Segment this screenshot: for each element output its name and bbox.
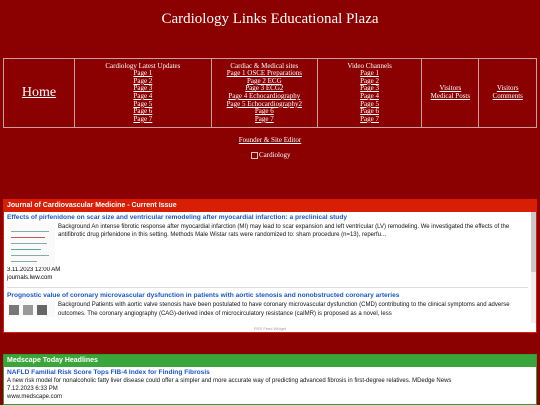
video-page-7-link[interactable]: Page 7 [360,114,380,123]
medscape-feed-heading: Medscape Today Headlines [4,355,536,367]
feed-article [4,367,536,402]
cardiac-page-6-link[interactable]: Page 6 [254,107,274,116]
video-page-6-link[interactable]: Page 6 [360,107,380,116]
visitors-comments-link[interactable] [480,85,535,100]
founder-editor-link[interactable]: Founder & Site Editor [238,136,302,144]
article-title-link[interactable]: Prognostic value of coronary microvascular dysfunction in patients with aortic stenosis and nonobstructed coronary arteries [7,292,400,300]
cardiology-page-4-link[interactable]: Page 4 [133,92,153,100]
cardiac-sites-heading: Cardiac & Medical sites [230,61,299,70]
feed-article [4,214,536,288]
navigation-table [3,58,537,128]
founder-row [0,136,540,144]
home-link[interactable]: Home [21,85,57,100]
video-page-1-link[interactable]: Page 1 [360,69,380,78]
feed-scrollbar[interactable] [531,212,536,323]
article-thumbnail[interactable] [7,301,55,317]
home-cell [4,59,75,128]
visitors-comments-cell [479,59,537,128]
cardiac-page-5-link[interactable]: Page 5 Echocardiography2 [226,99,303,108]
cardiology-page-5-link[interactable]: Page 5 [133,99,153,108]
article-title-link[interactable]: Effects of pirfenidone on scar size and ventricular remodeling after myocardial infarction: a preclinical study [7,214,348,221]
journal-feed-heading: Journal of Cardiovascular Medicine - Current Issue [4,200,536,212]
broken-image-icon [251,152,258,159]
cardiology-page-6-link[interactable]: Page 6 [133,107,153,116]
article-thumbnail[interactable] [7,223,55,267]
cardiology-page-1-link[interactable]: Page 1 [133,69,153,78]
site-title: Cardiology Links Educational Plaza [161,11,379,27]
video-channels-cell [317,59,421,128]
video-page-3-link[interactable]: Page 3 [360,84,380,93]
journal-feed-list[interactable] [4,212,536,323]
video-page-2-link[interactable]: Page 2 [360,76,380,85]
medscape-article-date: 7.12.2023 6:33 PM [7,386,58,392]
cardiology-logo-image [251,151,291,159]
medscape-article-summary: A new risk model for nonalcoholic fatty liver disease could offer a simpler and more accurate way of predicting advanced fibrosis in first-degree relatives. MDedge News [7,378,452,384]
cardiology-page-3-link[interactable]: Page 3 [133,84,153,93]
visitors-comments-line-2: Comments [492,92,523,100]
visitors-comments-line-1: Visitors [496,84,519,93]
article-date: 3.11.2023 12:00 AM [7,267,61,273]
article-summary: Background An intense fibrotic response after myocardial infarction (MI) may lead to scar expansion and left ventricular (LV) remodeling. We investigated the effects of the antifibrotic drug pirfenidone in this setting. Methods Male Wistar rats were randomized to: sham procedure (n=13), reperfu... [58,224,510,239]
cardiac-page-2-link[interactable]: Page 2 ECG [247,76,282,85]
cardiology-page-7-link[interactable]: Page 7 [133,114,153,123]
visitors-posts-line-2: Medical Posts [430,92,471,100]
medscape-feed-widget [3,354,537,405]
cardiology-page-2-link[interactable]: Page 2 [133,76,153,85]
article-source: journals.lww.com [7,274,53,281]
scrollbar-thumb[interactable] [531,212,536,272]
visitors-posts-line-1: Visitors [439,84,462,93]
article-summary: Background Patients with aortic valve stenosis have been postulated to have coronary microvascular dysfunction (CMD) contributing to the clinical symptoms and adverse outcomes. The coronary angiography (CAG)-derived index of microcirculatory resistance (caIMR) is proposed as a novel, less [58,302,510,317]
video-page-5-link[interactable]: Page 5 [360,99,380,108]
video-channels-heading: Video Channels [347,61,392,70]
logo-alt-text: Cardiology [259,151,291,159]
visitors-medical-posts-link[interactable] [423,85,477,100]
journal-feed-widget [3,199,537,333]
cardiac-sites-cell [211,59,317,128]
cardiac-page-7-link[interactable]: Page 7 [254,114,274,123]
medscape-article-source: www.medscape.com [7,394,63,400]
cardiac-page-3-link[interactable]: Page 3 ECG2 [245,84,284,93]
cardiology-updates-heading: Cardiology Latest Updates [105,61,181,70]
cardiac-page-1-link[interactable]: Page 1 OSCE Preparations [226,69,302,78]
visitors-posts-cell [422,59,479,128]
video-page-4-link[interactable]: Page 4 [360,92,380,100]
feed-article [4,292,536,318]
cardiac-page-4-link[interactable]: Page 4 Echocardiography [228,92,301,100]
medscape-article-title-link[interactable]: NAFLD Familial Risk Score Tops FIB-4 Index for Finding Fibrosis [7,369,210,376]
cardiology-updates-cell [74,59,211,128]
rss-widget-credit-link[interactable]: RSS Feed Widget [253,326,286,331]
